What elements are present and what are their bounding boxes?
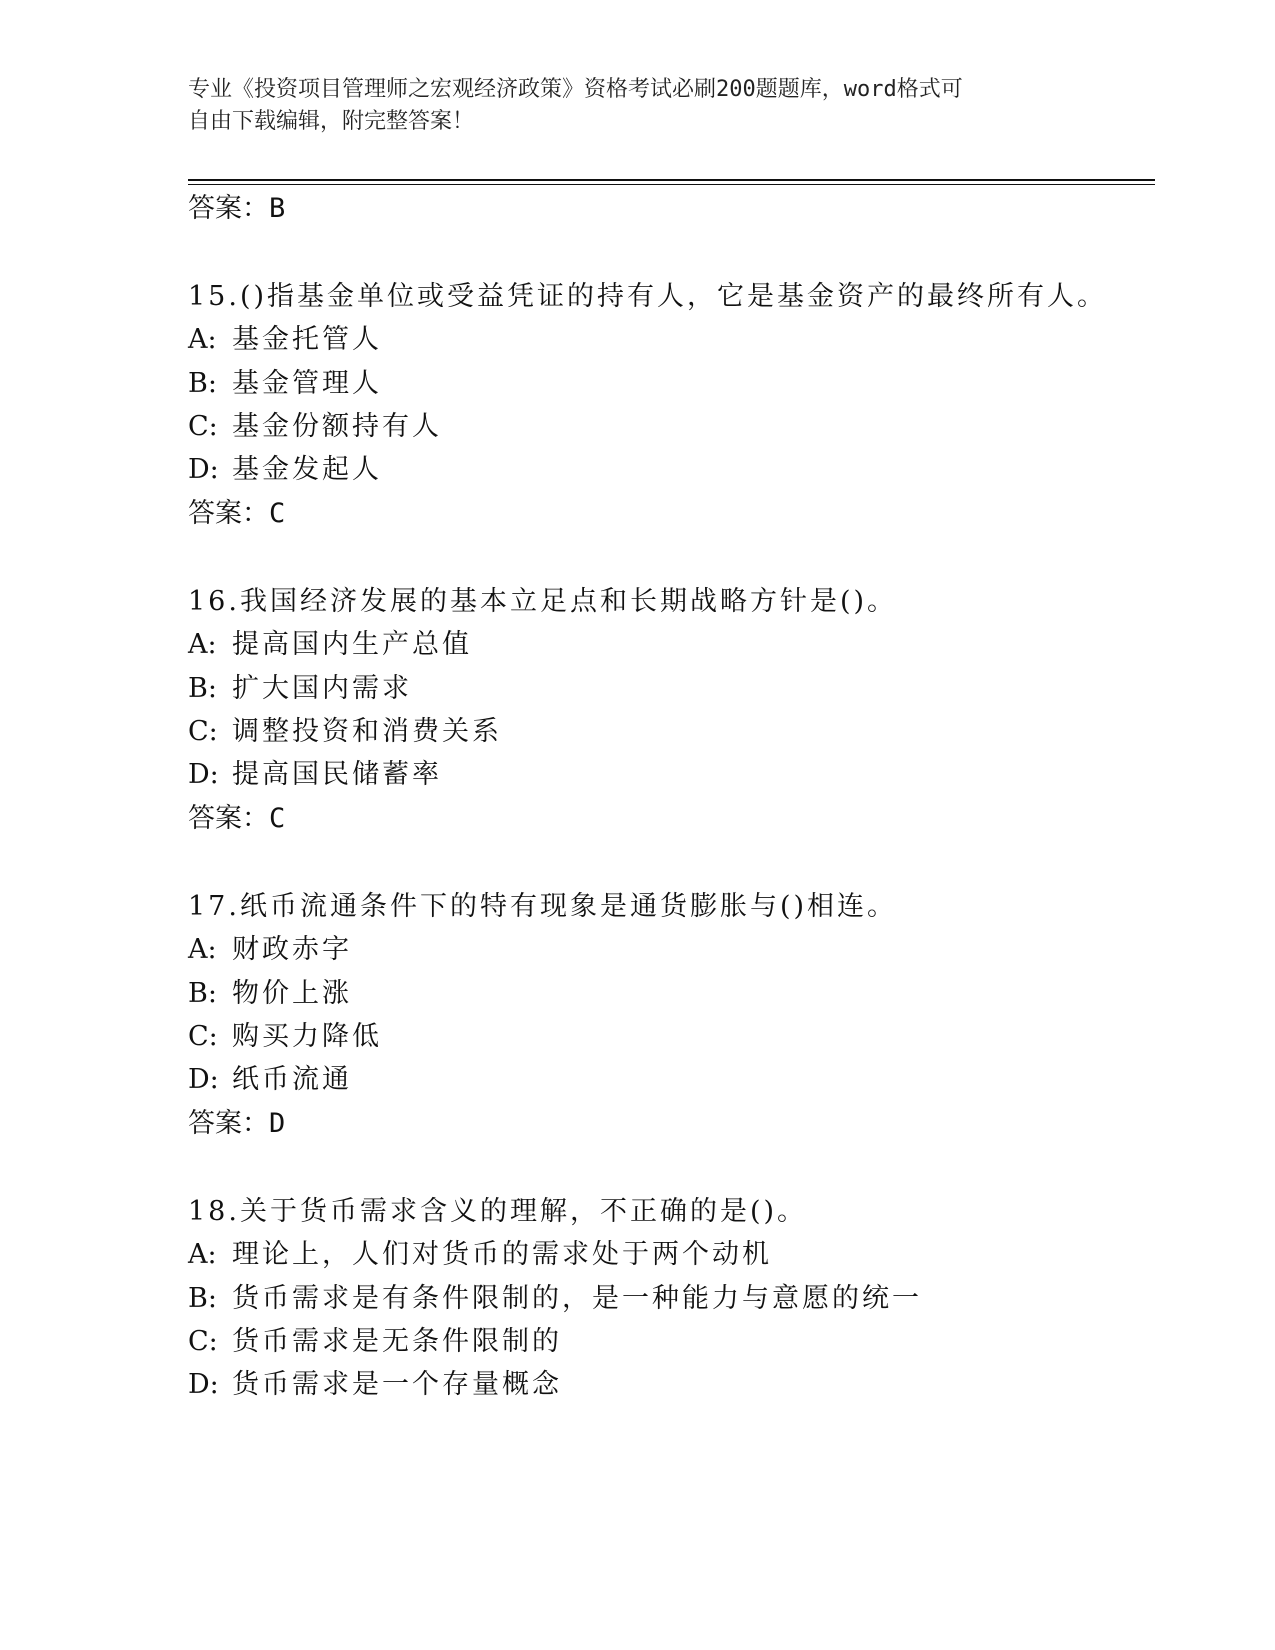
question-16-option-a — [188, 628, 472, 662]
option-text: 货币需求是无条件限制的 — [232, 1326, 562, 1357]
question-18-option-c — [188, 1325, 562, 1359]
option-letter: D: — [188, 759, 219, 790]
option-letter: A: — [188, 324, 217, 355]
question-15-option-d — [188, 453, 382, 487]
question-17-option-c — [188, 1020, 382, 1054]
option-text: 财政赤字 — [232, 934, 352, 965]
option-text: 纸币流通 — [232, 1064, 352, 1095]
question-18-option-a — [188, 1238, 772, 1272]
question-18: 18.关于货币需求含义的理解，不正确的是()。 — [188, 1196, 808, 1227]
option-letter: C: — [188, 716, 218, 747]
option-text: 货币需求是一个存量概念 — [232, 1369, 562, 1400]
question-17-option-b — [188, 977, 352, 1011]
question-18-option-b — [188, 1282, 922, 1316]
question-16-answer: 答案：C — [188, 803, 286, 834]
question-15: 15.()指基金单位或受益凭证的持有人，它是基金资产的最终所有人。 — [188, 281, 1108, 312]
option-letter: B: — [188, 368, 217, 399]
header-line-1: 专业《投资项目管理师之宏观经济政策》资格考试必刷200题题库，word格式可 — [188, 77, 963, 102]
header-divider-thick — [188, 179, 1155, 181]
question-16-option-d — [188, 758, 442, 792]
question-15-answer: 答案：C — [188, 498, 286, 529]
question-16-option-c — [188, 715, 502, 749]
option-text: 货币需求是有条件限制的，是一种能力与意愿的统一 — [232, 1283, 922, 1314]
document-header — [188, 74, 1088, 138]
question-17-answer: 答案：D — [188, 1108, 286, 1139]
option-letter: D: — [188, 1369, 219, 1400]
question-15-option-b — [188, 367, 382, 401]
option-letter: D: — [188, 1064, 219, 1095]
option-letter: A: — [188, 934, 217, 965]
option-letter: A: — [188, 1239, 217, 1270]
header-line-2: 自由下载编辑，附完整答案！ — [188, 109, 475, 134]
option-letter: B: — [188, 978, 217, 1009]
question-17-option-d — [188, 1063, 352, 1097]
question-15-option-c — [188, 410, 442, 444]
option-letter: C: — [188, 411, 218, 442]
option-text: 理论上，人们对货币的需求处于两个动机 — [232, 1239, 772, 1270]
option-text: 购买力降低 — [232, 1021, 382, 1052]
option-text: 物价上涨 — [232, 978, 352, 1009]
question-18-option-d — [188, 1368, 562, 1402]
option-text: 基金发起人 — [232, 454, 382, 485]
option-text: 扩大国内需求 — [232, 673, 412, 704]
option-letter: D: — [188, 454, 219, 485]
option-letter: B: — [188, 673, 217, 704]
option-letter: C: — [188, 1326, 218, 1357]
option-text: 提高国内生产总值 — [232, 629, 472, 660]
header-divider-thin — [188, 184, 1155, 185]
question-16: 16.我国经济发展的基本立足点和长期战略方针是()。 — [188, 586, 898, 617]
option-letter: C: — [188, 1021, 218, 1052]
option-text: 基金管理人 — [232, 368, 382, 399]
question-16-option-b — [188, 672, 412, 706]
option-letter: A: — [188, 629, 217, 660]
question-17: 17.纸币流通条件下的特有现象是通货膨胀与()相连。 — [188, 891, 898, 922]
option-text: 基金份额持有人 — [232, 411, 442, 442]
option-text: 调整投资和消费关系 — [232, 716, 502, 747]
answer-prev: 答案：B — [188, 193, 286, 224]
option-text: 基金托管人 — [232, 324, 382, 355]
option-letter: B: — [188, 1283, 217, 1314]
question-17-option-a — [188, 933, 352, 967]
option-text: 提高国民储蓄率 — [232, 759, 442, 790]
question-15-option-a — [188, 323, 382, 357]
